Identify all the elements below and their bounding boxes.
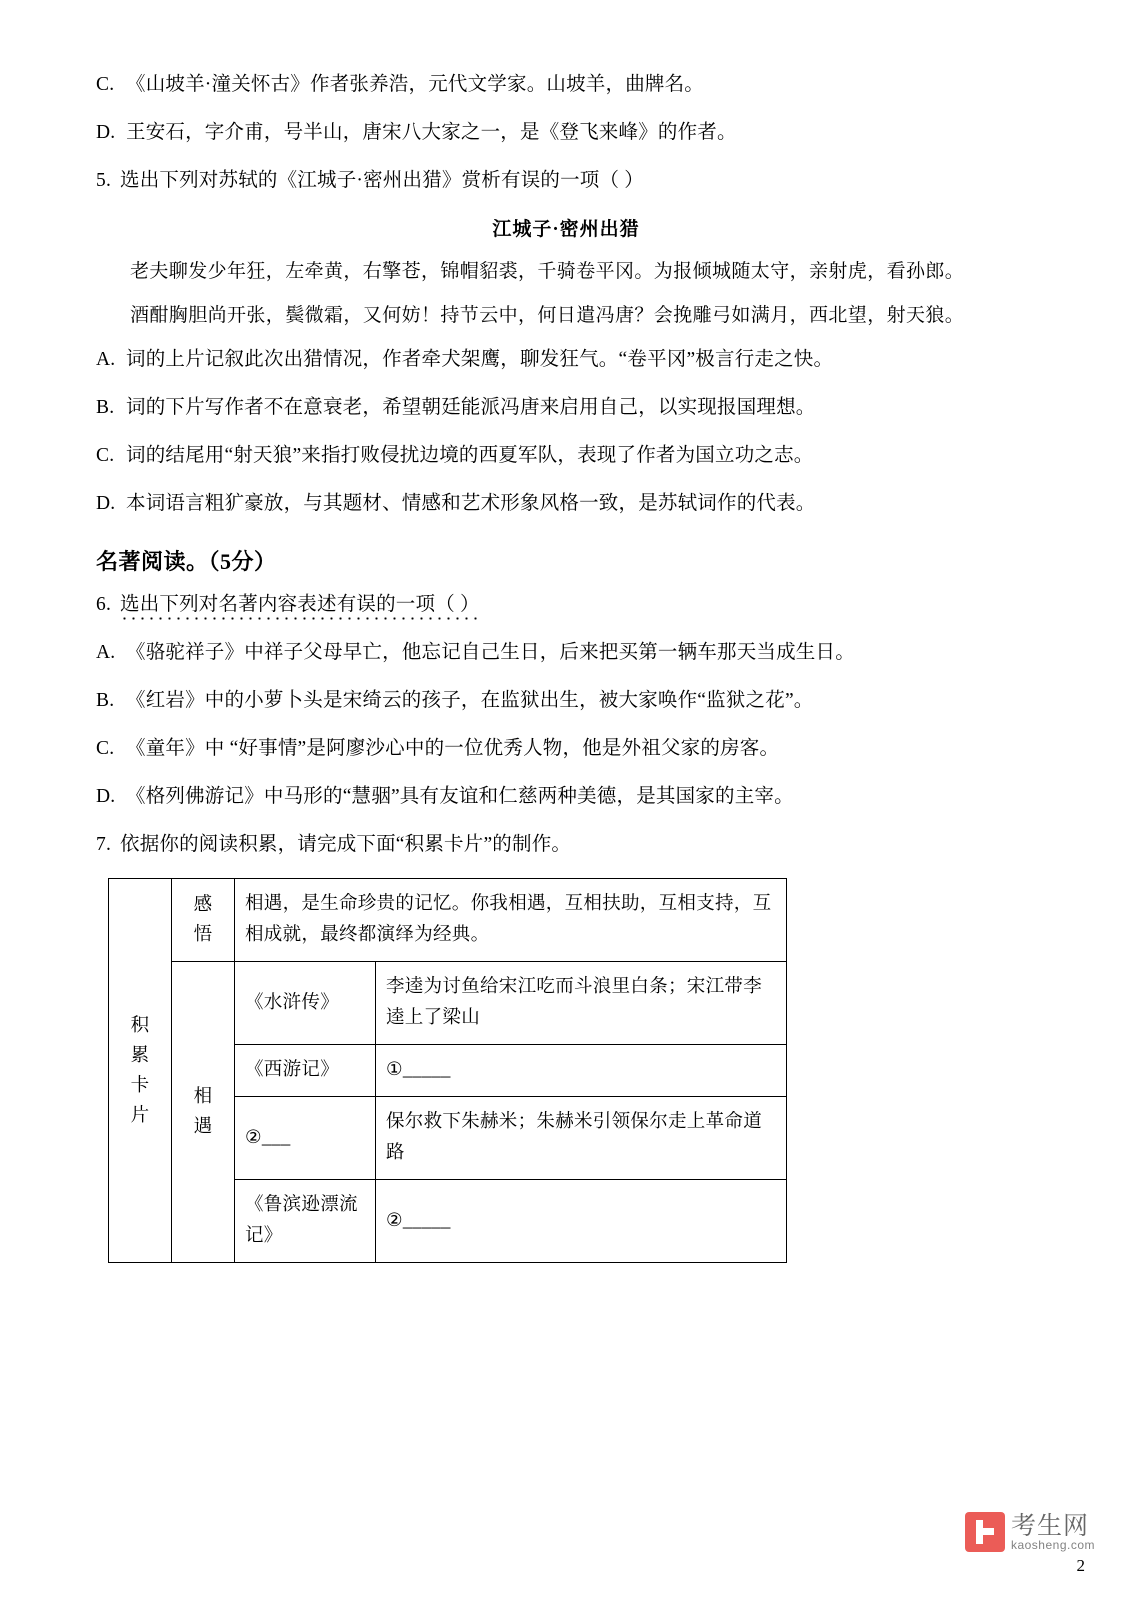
question-5 — [96, 166, 1036, 196]
page-number: 2 — [1076, 1556, 1085, 1575]
option-text: 《骆驼祥子》中祥子父母早亡，他忘记自己生日，后来把买第一辆车那天当成生日。 — [126, 642, 855, 663]
option-text: 词的结尾用“射天狼”来指打败侵扰边境的西夏军队，表现了作者为国立功之志。 — [126, 445, 814, 466]
poem-title: 江城子·密州出猎 — [492, 219, 640, 240]
watermark-cn: 考生网 — [1010, 1511, 1089, 1540]
question-number: 5. — [96, 170, 112, 191]
option-label: C. — [96, 738, 115, 759]
accumulation-card-table — [108, 878, 787, 1263]
work-cell: 《鲁滨逊漂流记》 — [235, 1180, 376, 1263]
option-text: 《山坡羊·潼关怀古》作者张养浩，元代文学家。山坡羊，曲牌名。 — [126, 74, 704, 95]
watermark-text — [1011, 1513, 1095, 1552]
card-label-char: 卡 — [130, 1075, 150, 1096]
category-cell-insight — [172, 879, 235, 962]
question-6 — [96, 590, 1036, 620]
option-row — [96, 441, 1036, 471]
watermark — [965, 1512, 1095, 1552]
category-char: 感 — [193, 895, 213, 915]
card-label-char: 累 — [130, 1045, 150, 1066]
desc-cell: 李逵为讨鱼给宋江吃而斗浪里白条；宋江带李逵上了梁山 — [376, 962, 787, 1045]
option-label: D. — [96, 122, 116, 143]
category-char: 遇 — [193, 1117, 213, 1137]
option-label: B. — [96, 690, 115, 711]
option-row — [96, 686, 1036, 716]
poem-line: 老夫聊发少年狂，左牵黄，右擎苍，锦帽貂裘，千骑卷平冈。为报倾城随太守，亲射虎，看孙郎。 — [130, 261, 965, 282]
work-cell-blank[interactable]: ②___ — [235, 1097, 376, 1180]
category-char: 相 — [193, 1087, 213, 1107]
table-row — [109, 879, 787, 962]
question-text: 依据你的阅读积累，请完成下面“积累卡片”的制作。 — [120, 834, 572, 855]
desc-cell: 保尔救下朱赫米；朱赫米引领保尔走上革命道路 — [376, 1097, 787, 1180]
option-row — [96, 70, 1036, 100]
option-row — [96, 782, 1036, 812]
desc-cell-blank[interactable]: ②_____ — [376, 1180, 787, 1263]
option-label: C. — [96, 74, 115, 95]
option-label: C. — [96, 445, 115, 466]
option-row — [96, 489, 1036, 519]
option-text: 词的下片写作者不在意衰老，希望朝廷能派冯唐来启用自己，以实现报国理想。 — [126, 397, 816, 418]
work-cell: 《西游记》 — [235, 1045, 376, 1097]
option-text: 本词语言粗犷豪放，与其题材、情感和艺术形象风格一致，是苏轼词作的代表。 — [126, 493, 816, 514]
card-label-char: 片 — [130, 1105, 150, 1126]
work-cell: 《水浒传》 — [235, 962, 376, 1045]
option-label: D. — [96, 493, 116, 514]
option-text: 《红岩》中的小萝卜头是宋绮云的孩子，在监狱出生，被大家唤作“监狱之花”。 — [126, 690, 814, 711]
option-text: 王安石，字介甫，号半山，唐宋八大家之一，是《登飞来峰》的作者。 — [126, 122, 737, 143]
question-text: 选出下列对苏轼的《江城子·密州出猎》赏析有误的一项（ ） — [120, 170, 644, 191]
section-heading: 名著阅读。（5分） — [96, 549, 277, 574]
insight-text-cell: 相遇，是生命珍贵的记忆。你我相遇，互相扶助，互相支持，互相成就，最终都演绎为经典。 — [235, 879, 787, 962]
option-row — [96, 638, 1036, 668]
option-text: 《格列佛游记》中马形的“慧骃”具有友谊和仁慈两种美德，是其国家的主宰。 — [126, 786, 794, 807]
option-label: D. — [96, 786, 116, 807]
watermark-en: kaosheng.com — [1010, 1537, 1095, 1552]
option-label: A. — [96, 642, 116, 663]
question-number: 6. — [96, 594, 112, 615]
question-text: 选出下列对名著内容表述有误的一项（ ） — [120, 594, 480, 615]
question-number: 7. — [96, 834, 112, 855]
option-row — [96, 118, 1036, 148]
card-label-cell — [109, 879, 172, 1263]
poem-line: 酒酣胸胆尚开张，鬓微霜，又何妨！持节云中，何日遣冯唐？会挽雕弓如满月，西北望，射天狼。 — [130, 305, 965, 326]
desc-cell-blank[interactable]: ①_____ — [376, 1045, 787, 1097]
option-label: B. — [96, 397, 115, 418]
option-row — [96, 393, 1036, 423]
card-label-char: 积 — [130, 1015, 150, 1036]
option-row — [96, 734, 1036, 764]
table-row — [109, 962, 787, 1045]
option-row — [96, 345, 1036, 375]
category-cell-encounter — [172, 962, 235, 1263]
option-text: 词的上片记叙此次出猎情况，作者牵犬架鹰，聊发狂气。“卷平冈”极言行走之快。 — [126, 349, 834, 370]
question-7 — [96, 830, 1036, 860]
category-char: 悟 — [193, 925, 213, 945]
option-text: 《童年》中 “好事情”是阿廖沙心中的一位优秀人物，他是外祖父家的房客。 — [126, 738, 780, 759]
watermark-logo-icon — [965, 1512, 1005, 1552]
page-content — [96, 70, 1036, 1263]
option-label: A. — [96, 349, 116, 370]
